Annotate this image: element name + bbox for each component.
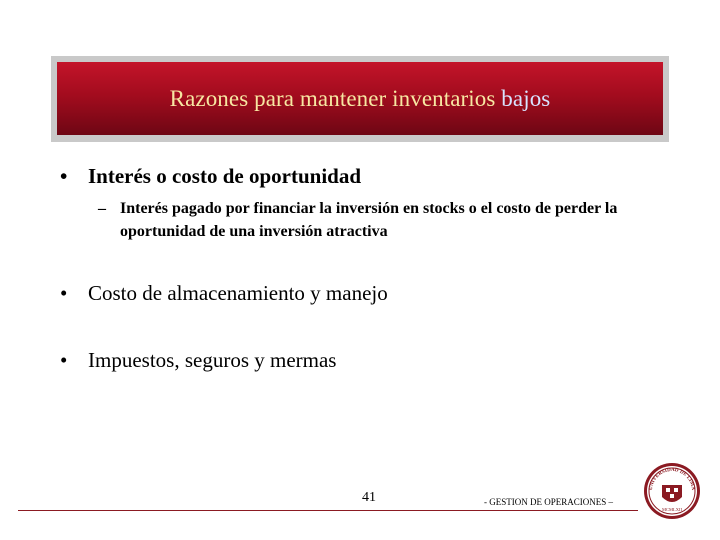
- bullet-item-2: [60, 281, 388, 306]
- university-seal-icon: [642, 461, 702, 521]
- slide-title-main: Razones para mantener inventarios: [169, 85, 502, 111]
- sub-bullet-item: [98, 197, 678, 243]
- page-number: 41: [362, 490, 376, 505]
- bullet-dot: •: [60, 348, 68, 372]
- bullet-dot: •: [60, 281, 68, 305]
- slide-title-highlight: bajos: [501, 85, 551, 111]
- bullet-text: Costo de almacenamiento y manejo: [88, 281, 388, 305]
- slide-title: [170, 86, 551, 112]
- title-banner: [57, 62, 663, 135]
- bullet-dot: •: [60, 164, 68, 188]
- bullet-item-3: [60, 348, 336, 373]
- bullet-text: Interés o costo de oportunidad: [88, 164, 362, 188]
- svg-text:UNIVERSIDAD DE LIMA: UNIVERSIDAD DE LIMA: [647, 466, 697, 491]
- footer-divider: [18, 510, 638, 511]
- sub-bullet-text: Interés pagado por financiar la inversión en stocks o el costo de perder la oportunidad de una inversión atractiva: [120, 200, 618, 240]
- svg-text:MCMLXII: MCMLXII: [662, 507, 682, 512]
- bullet-item-1: [60, 164, 361, 189]
- footer-label: - GESTION DE OPERACIONES –: [484, 497, 613, 507]
- bullet-text: Impuestos, seguros y mermas: [88, 348, 337, 372]
- sub-bullet-dash: –: [98, 200, 106, 217]
